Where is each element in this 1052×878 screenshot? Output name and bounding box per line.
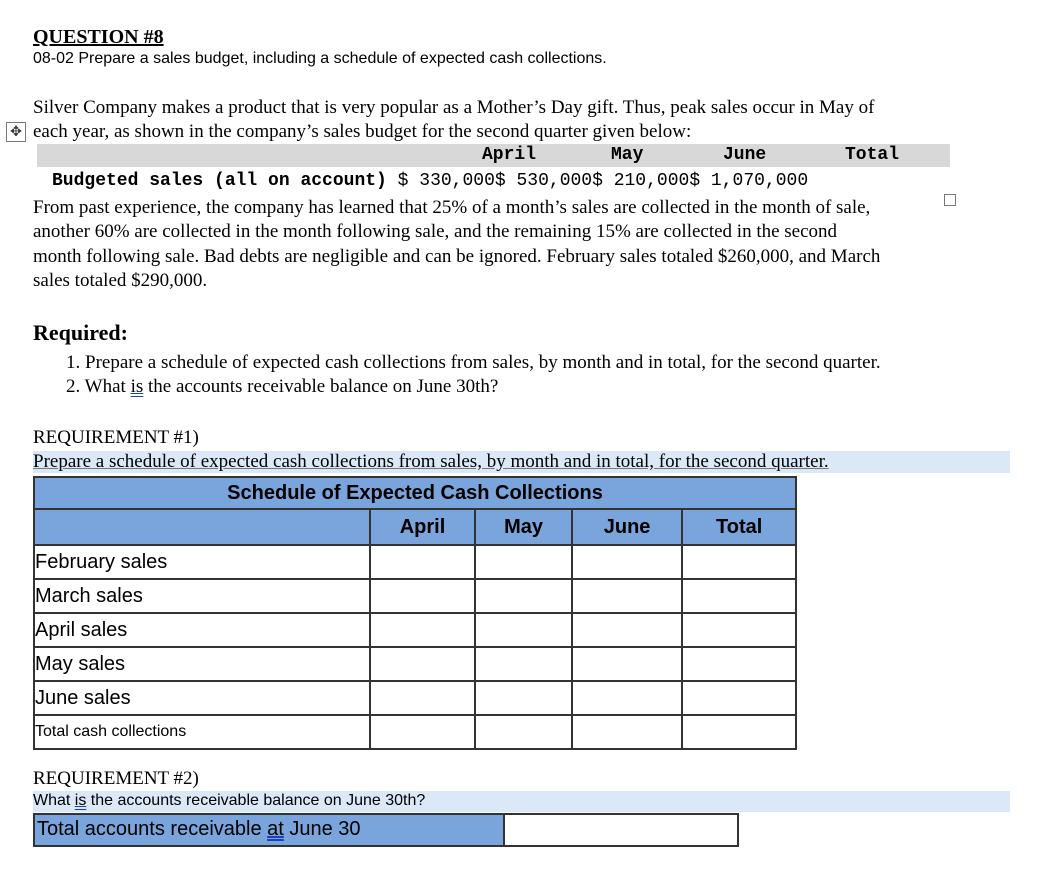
experience-line-3: month following sale. Bad debts are negligible and can be ignored. February sales totaled $260,000, and March	[33, 246, 881, 267]
required-item-2-is: is	[130, 376, 144, 397]
req2-heading: REQUIREMENT #2)	[33, 768, 199, 789]
cell-jun-june[interactable]	[572, 681, 683, 715]
question-title: QUESTION #8	[33, 26, 164, 48]
table-row	[34, 579, 796, 613]
ar-label	[37, 818, 361, 841]
row-label-total: Total cash collections	[34, 715, 370, 749]
cell-total-may[interactable]	[475, 715, 572, 749]
cell-may-total[interactable]	[682, 647, 796, 681]
resize-handle-icon[interactable]	[944, 194, 956, 206]
cell-apr-april[interactable]	[370, 613, 476, 647]
req1-heading: REQUIREMENT #1)	[33, 427, 199, 448]
table-row	[34, 613, 796, 647]
cell-mar-june[interactable]	[572, 579, 683, 613]
cell-may-april[interactable]	[370, 647, 476, 681]
row-label-march: March sales	[34, 579, 370, 613]
row-label-april: April sales	[34, 613, 370, 647]
req2-text-pre: What	[33, 792, 75, 809]
schedule-header-may: May	[475, 509, 572, 545]
required-item-1: 1. Prepare a schedule of expected cash collections from sales, by month and in total, for the second quarter.	[66, 352, 881, 373]
cell-jun-total[interactable]	[682, 681, 796, 715]
schedule-table	[33, 476, 797, 750]
ar-label-pre: Total accounts receivable	[37, 818, 268, 840]
question-subtitle: 08-02 Prepare a sales budget, including a schedule of expected cash collections.	[33, 50, 607, 67]
cell-feb-april[interactable]	[370, 545, 476, 579]
required-heading: Required:	[33, 320, 128, 345]
cell-may-may[interactable]	[475, 647, 572, 681]
ar-balance-input[interactable]	[503, 813, 739, 847]
table-row	[34, 647, 796, 681]
cell-mar-may[interactable]	[475, 579, 572, 613]
cell-total-april[interactable]	[370, 715, 476, 749]
req2-text-is: is	[74, 792, 87, 809]
schedule-header-june: June	[572, 509, 683, 545]
required-item-2-post: the accounts receivable balance on June 30th?	[143, 376, 499, 397]
schedule-title: Schedule of Expected Cash Collections	[34, 477, 796, 509]
table-row	[34, 681, 796, 715]
experience-line-1: From past experience, the company has learned that 25% of a month’s sales are collected in the month of sale,	[33, 197, 871, 218]
ar-label-post: June 30	[283, 818, 361, 840]
schedule-header-row	[34, 509, 796, 545]
experience-line-2: another 60% are collected in the month following sale, and the remaining 15% are collected in the second	[33, 221, 838, 242]
budget-row-label: Budgeted sales (all on account)	[52, 171, 387, 191]
required-item-2	[66, 376, 498, 398]
cell-feb-june[interactable]	[572, 545, 683, 579]
move-icon[interactable]: ✥	[6, 122, 26, 142]
cell-apr-total[interactable]	[682, 613, 796, 647]
req1-text: Prepare a schedule of expected cash collections from sales, by month and in total, for the second quarter.	[33, 451, 829, 472]
schedule-header-blank	[34, 509, 370, 545]
budget-header-june: June	[723, 145, 767, 165]
cell-feb-may[interactable]	[475, 545, 572, 579]
cell-total-june[interactable]	[572, 715, 683, 749]
experience-line-4: sales totaled $290,000.	[33, 270, 208, 291]
req2-text	[33, 792, 425, 810]
ar-label-at: at	[267, 818, 284, 840]
budget-header-may: May	[611, 145, 644, 165]
row-label-june: June sales	[34, 681, 370, 715]
budget-row	[52, 171, 808, 191]
cell-mar-total[interactable]	[682, 579, 796, 613]
schedule-header-april: April	[370, 509, 476, 545]
intro-line-2: each year, as shown in the company’s sales budget for the second quarter given below:	[33, 121, 692, 142]
budget-row-values: $ 330,000$ 530,000$ 210,000$ 1,070,000	[397, 171, 809, 191]
row-label-february: February sales	[34, 545, 370, 579]
req2-text-post: the accounts receivable balance on June 30th?	[86, 792, 426, 809]
intro-line-1: Silver Company makes a product that is very popular as a Mother’s Day gift. Thus, peak sales occur in May of	[33, 97, 875, 118]
schedule-title-row	[34, 477, 796, 509]
cell-jun-april[interactable]	[370, 681, 476, 715]
cell-mar-april[interactable]	[370, 579, 476, 613]
cell-jun-may[interactable]	[475, 681, 572, 715]
required-item-2-pre: 2. What	[66, 376, 131, 397]
cell-total-total[interactable]	[682, 715, 796, 749]
table-row	[34, 715, 796, 749]
budget-header-april: April	[482, 145, 537, 165]
cell-apr-may[interactable]	[475, 613, 572, 647]
schedule-header-total: Total	[682, 509, 796, 545]
cell-feb-total[interactable]	[682, 545, 796, 579]
row-label-may: May sales	[34, 647, 370, 681]
cell-may-june[interactable]	[572, 647, 683, 681]
cell-apr-june[interactable]	[572, 613, 683, 647]
budget-header-total: Total	[845, 145, 900, 165]
table-row	[34, 545, 796, 579]
